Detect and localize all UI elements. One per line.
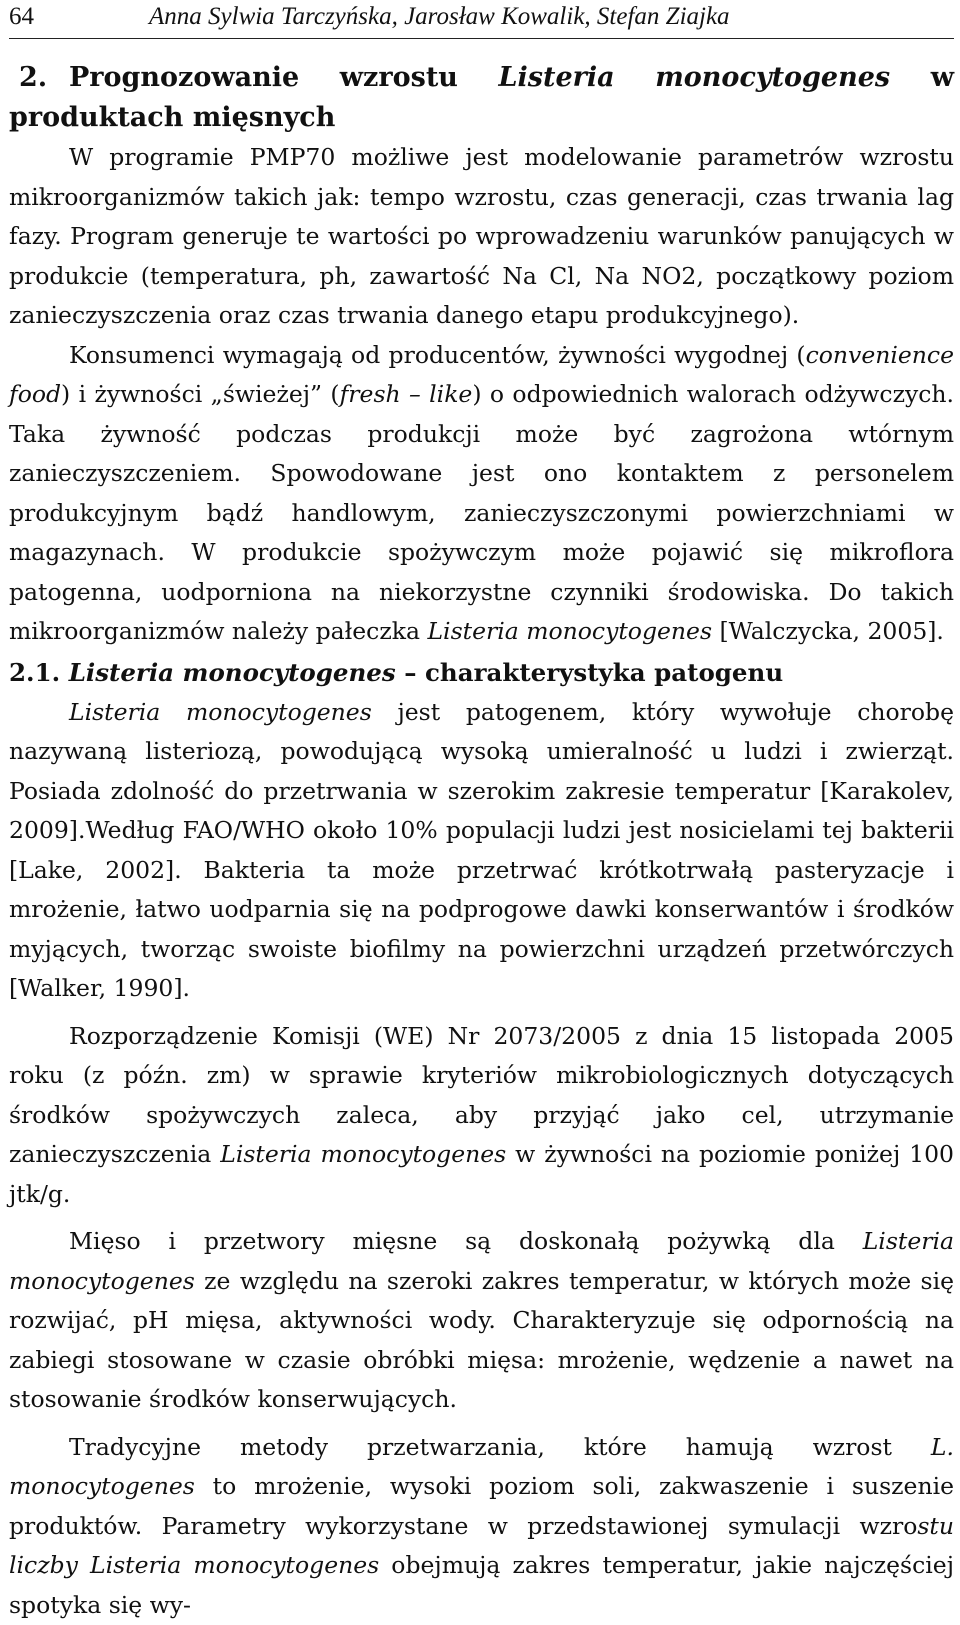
running-header [9, 0, 954, 39]
italic-term: Listeria monocytogenes [69, 698, 372, 726]
text-run: obejmują zakres temperatur, jakie najczęściej spotyka się wy- [9, 1551, 954, 1619]
italic-term: fresh – like [340, 380, 473, 408]
section-number: 2. [9, 58, 69, 98]
text-run: to mrożenie, wysoki poziom soli, zakwaszenie i suszenie produktów. Parametry wykorzystane w przedstawionej symulacji wzro [9, 1472, 954, 1540]
paragraph-pmp70: W programie PMP70 możliwe jest modelowanie parametrów wzrostu mikroorganizmów takich jak: tempo wzrostu, czas generacji, czas trwania lag fazy. Program generuje te wartości po wprowadzeniu warunków panujących w produkcie (temperatura, ph, zawartość Na Cl, Na NO2, początkowy poziom zanieczyszczenia oraz czas trwania danego etapu produkcyjnego). [9, 138, 954, 336]
text-run: jest patogenem, który wywołuje chorobę nazywaną listeriozą, powodującą wysoką umieralność u ludzi i zwierząt. Posiada zdolność do przetrwania w szerokim zakresie temperatur [Karakolev, 2009].Według FAO/WHO około 10% populacji ludzi jest nosicielami tej bakterii [Lake, 2002]. Bakteria ta może przetrwać krótkotrwałą pasteryzacje i mrożenie, łatwo uodparnia się na podprogowe dawki konserwantów i środków myjących, tworząc swoiste biofilmy na powierzchni urządzeń przetwórczych [Walker, 1990]. [9, 698, 954, 1003]
text-run: Mięso i przetwory mięsne są doskonałą pożywką dla [69, 1227, 863, 1255]
text-run: Konsumenci wymagają od producentów, żywności wygodnej ( [69, 341, 806, 369]
paragraph-methods [9, 1428, 954, 1625]
paragraph-pathogen [9, 693, 954, 1009]
italic-term: convenience food [9, 341, 954, 409]
italic-term: L. monocytogenes [9, 1433, 954, 1501]
section-title-part: – charakterystyka patogenu [396, 658, 783, 687]
text-run: Rozporządzenie Komisji (WE) Nr 2073/2005 z dnia 15 listopada 2005 roku (z późn. zm) w sprawie kryteriów mikrobiologicznych dotyczących środków spożywczych zaleca, aby przyjąć jako cel, utrzymanie zanieczyszczenia [9, 1022, 954, 1169]
paragraph-regulation [9, 1017, 954, 1215]
section-heading-2-1 [9, 653, 954, 693]
paragraph-meat [9, 1222, 954, 1420]
section-title-part: Prognozowanie wzrostu [69, 62, 499, 93]
text-run: ze względu na szeroki zakres temperatur, w których może się rozwijać, pH mięsa, aktywności wody. Charakteryzuje się odpornością na zabiegi stosowane w czasie obróbki mięsa: mrożenie, wędzenie a nawet na stosowanie środków konserwujących. [9, 1267, 954, 1414]
italic-term: Listeria monocytogenes [220, 1140, 506, 1168]
text-run: ) i żywności „świeżej” ( [61, 380, 340, 408]
text-run: ) o odpowiednich walorach odżywczych. Taka żywność podczas produkcji może być zagrożona wtórnym zanieczyszczeniem. Spowodowane jest ono kontaktem z personelem produkcyjnym bądź handlowym, zanieczyszczonymi powierzchniami w magazynach. W produkcie spożywczym może pojawić się mikroflora patogenna, uodporniona na niekorzystne czynniki środowiska. Do takich mikroorganizmów należy pałeczka [9, 380, 954, 645]
section-title-part: w produktach mięsnych [9, 62, 954, 133]
page-number: 64 [9, 0, 34, 34]
text-run: [Walczycka, 2005]. [712, 617, 944, 645]
section-heading-2 [9, 58, 954, 138]
paragraph-consumers [9, 336, 954, 652]
text-run: Tradycyjne metody przetwarzania, które hamują wzrost [69, 1433, 931, 1461]
italic-term: Listeria monocytogenes [9, 1227, 954, 1295]
italic-term: Listeria monocytogenes [427, 617, 712, 645]
section-number: 2.1. [9, 658, 60, 687]
text-run: w żywności na poziomie poniżej 100 jtk/g. [9, 1140, 954, 1208]
running-header-authors: Anna Sylwia Tarczyńska, Jarosław Kowalik, Stefan Ziajka [149, 0, 730, 34]
page-body [9, 58, 954, 1625]
italic-term: stu liczby Listeria monocytogenes [9, 1512, 954, 1580]
section-title-italic: Listeria monocytogenes [69, 658, 396, 687]
section-title-italic: Listeria monocytogenes [499, 62, 891, 93]
